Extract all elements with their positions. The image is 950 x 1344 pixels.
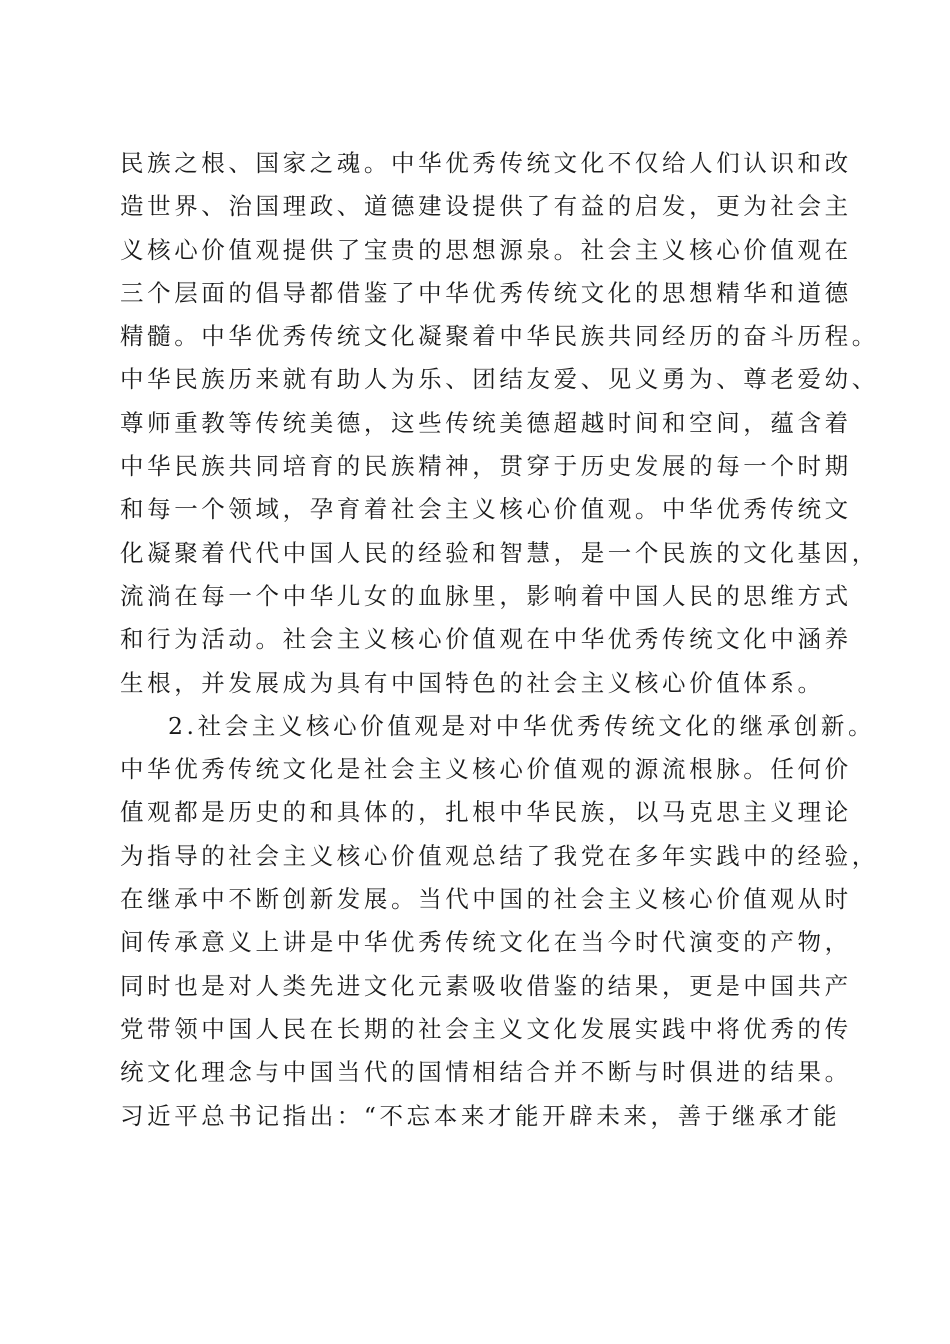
text-line: 同时也是对人类先进文化元素吸收借鉴的结果，更是中国共产 xyxy=(120,971,852,1000)
text-line: 尊师重教等传统美德，这些传统美德超越时间和空间，蕴含着 xyxy=(120,408,852,437)
text-line: 精髓。中华优秀传统文化凝聚着中华民族共同经历的奋斗历程。 xyxy=(120,322,879,351)
text-line: 值观都是历史的和具体的，扎根中华民族，以马克思主义理论 xyxy=(120,798,852,827)
text-line: 化凝聚着代代中国人民的经验和智慧，是一个民族的文化基因， xyxy=(120,538,879,567)
body-text xyxy=(120,142,879,1138)
text-line: 义核心价值观提供了宝贵的思想源泉。社会主义核心价值观在 xyxy=(120,235,852,264)
text-line: 习近平总书记指出：“不忘本来才能开辟未来，善于继承才能 xyxy=(120,1101,841,1130)
text-line: 为指导的社会主义核心价值观总结了我党在多年实践中的经验， xyxy=(120,841,879,870)
text-line: 统文化理念与中国当代的国情相结合并不断与时俱进的结果。 xyxy=(120,1058,852,1087)
text-line: 流淌在每一个中华儿女的血脉里，影响着中国人民的思维方式 xyxy=(120,581,852,610)
text-line: 间传承意义上讲是中华优秀传统文化在当今时代演变的产物， xyxy=(120,928,852,957)
text-line: 在继承中不断创新发展。当代中国的社会主义核心价值观从时 xyxy=(120,885,852,914)
text-line: 民族之根、国家之魂。中华优秀传统文化不仅给人们认识和改 xyxy=(120,149,852,177)
text-line: 和每一个领域，孕育着社会主义核心价值观。中华优秀传统文 xyxy=(120,495,852,524)
text-line: 造世界、治国理政、道德建设提供了有益的启发，更为社会主 xyxy=(120,192,852,221)
text-line: 三个层面的倡导都借鉴了中华优秀传统文化的思想精华和道德 xyxy=(120,278,852,307)
text-line: 和行为活动。社会主义核心价值观在中华优秀传统文化中涵养 xyxy=(120,625,852,654)
text-line: 中华民族历来就有助人为乐、团结友爱、见义勇为、尊老爱幼、 xyxy=(120,365,879,394)
text-line: 中华优秀传统文化是社会主义核心价值观的源流根脉。任何价 xyxy=(120,755,852,784)
text-line: 中华民族共同培育的民族精神，贯穿于历史发展的每一个时期 xyxy=(120,452,852,481)
text-line: 生根，并发展成为具有中国特色的社会主义核心价值体系。 xyxy=(120,668,825,697)
text-line: 党带领中国人民在长期的社会主义文化发展实践中将优秀的传 xyxy=(120,1014,852,1043)
section-heading-line: 2.社会主义核心价值观是对中华优秀传统文化的继承创新。 xyxy=(168,711,876,740)
